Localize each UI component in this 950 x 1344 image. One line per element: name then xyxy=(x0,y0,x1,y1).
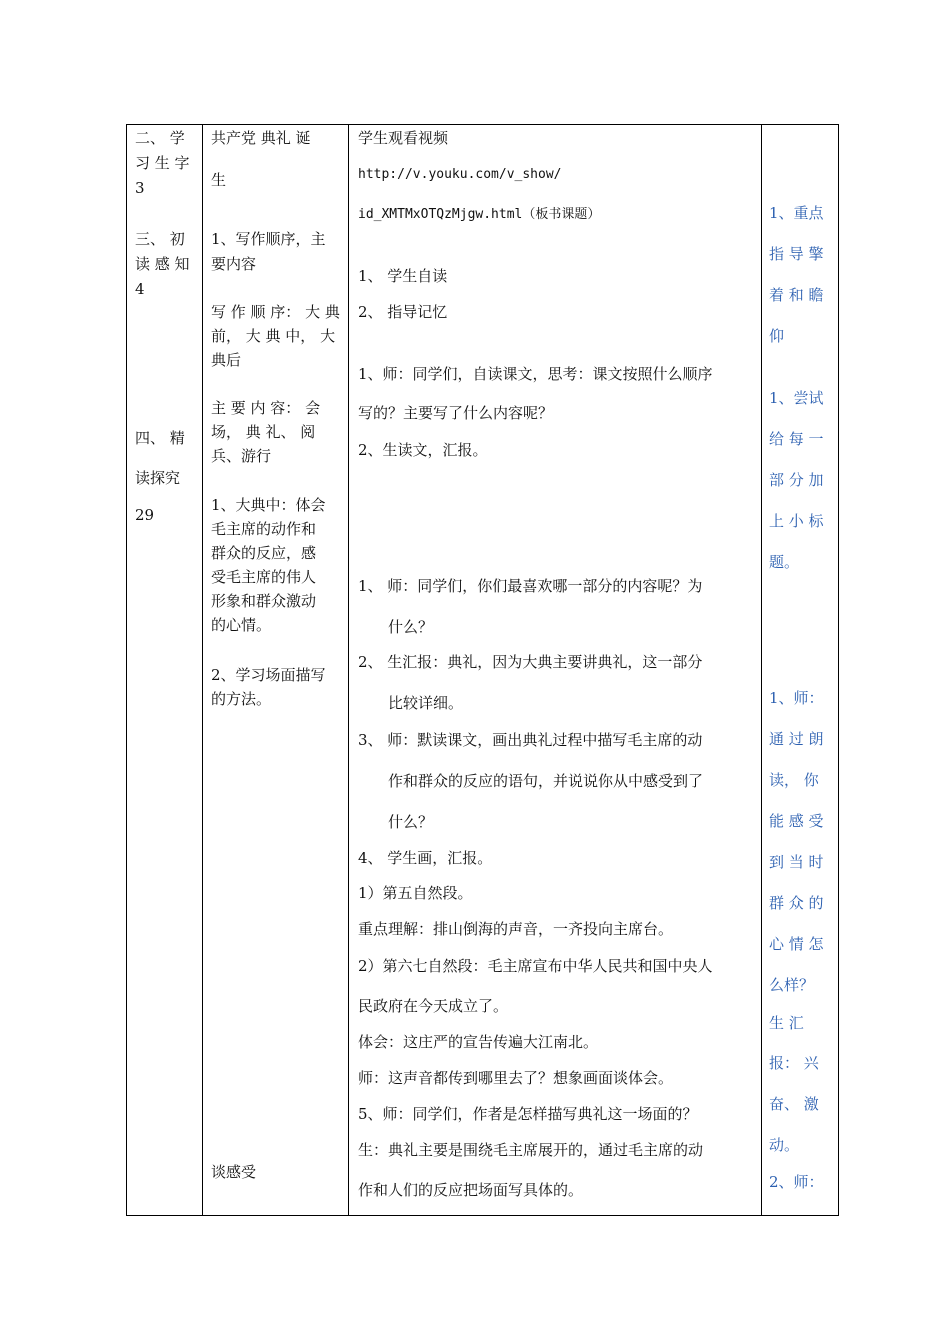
content-line: 要内容 xyxy=(211,255,257,273)
activity-line: 生：典礼主要是围绕毛主席展开的，通过毛主席的动 xyxy=(358,1141,704,1159)
step-4-minutes: 29 xyxy=(135,506,155,524)
activity-line: 1）第五自然段。 xyxy=(358,884,473,902)
annotation-line: 到 当 时 xyxy=(769,853,824,871)
annotation-line: 着 和 瞻 xyxy=(769,286,824,304)
annotation-line: 给 每 一 xyxy=(769,430,824,448)
column-divider-1 xyxy=(202,125,203,1215)
content-line: 共产党 典礼 诞 xyxy=(211,129,311,147)
content-line: 群众的反应，感 xyxy=(211,544,317,562)
annotation-line: 1、尝试 xyxy=(769,389,824,407)
annotation-line: 仰 xyxy=(769,327,785,345)
annotation-line: 1、重点 xyxy=(769,204,824,222)
annotation-line: 通 过 朗 xyxy=(769,730,824,748)
activity-line: 2）第六七自然段：毛主席宣布中华人民共和国中央人 xyxy=(358,957,713,975)
activity-line: 作和群众的反应的语句，并说说你从中感受到了 xyxy=(388,772,704,790)
content-line: 1、写作顺序，主 xyxy=(211,230,326,248)
annotation-line: 题。 xyxy=(769,553,800,571)
annotation-line: 动。 xyxy=(769,1136,800,1154)
content-line: 兵、游行 xyxy=(211,447,272,465)
activity-line: 学生观看视频 xyxy=(358,129,449,147)
activity-line: 2、 指导记忆 xyxy=(358,303,448,321)
content-line: 受毛主席的伟人 xyxy=(211,568,317,586)
step-3-minutes: 4 xyxy=(135,280,145,298)
activity-line: 作和人们的反应把场面写具体的。 xyxy=(358,1181,584,1199)
annotation-line: 心 情 怎 xyxy=(769,935,824,953)
annotation-line: 部 分 加 xyxy=(769,471,824,489)
activity-line: 1、师：同学们，自读课文，思考：课文按照什么顺序 xyxy=(358,365,713,383)
activity-line: 什么？ xyxy=(388,813,434,831)
activity-line: 4、 学生画，汇报。 xyxy=(358,849,493,867)
content-line: 前， 大 典 中， 大 xyxy=(211,327,336,345)
activity-line: 体会：这庄严的宣告传遍大江南北。 xyxy=(358,1033,599,1051)
step-4-line-2: 读探究 xyxy=(135,469,181,487)
content-line: 写 作 顺 序： 大 典 xyxy=(211,303,340,321)
video-link-line-2[interactable]: id_XMTMxOTQzMjgw.html（板书课题） xyxy=(358,207,601,222)
content-line: 1、大典中：体会 xyxy=(211,496,326,514)
step-3-line-1: 三、 初 xyxy=(135,230,185,248)
activity-line: 师：这声音都传到哪里去了？想象画面谈体会。 xyxy=(358,1069,674,1087)
annotation-line: 上 小 标 xyxy=(769,512,824,530)
video-link-line-1[interactable]: http://v.youku.com/v_show/ xyxy=(358,167,562,182)
content-line: 2、学习场面描写 xyxy=(211,666,326,684)
step-2-line-2: 习 生 字 xyxy=(135,154,190,172)
content-line: 典后 xyxy=(211,351,242,369)
content-line: 毛主席的动作和 xyxy=(211,520,317,538)
annotation-line: 1、师： xyxy=(769,689,824,707)
annotation-line: 生 汇 xyxy=(769,1014,804,1032)
annotation-line: 能 感 受 xyxy=(769,812,824,830)
annotation-line: 读， 你 xyxy=(769,771,819,789)
activity-line: 2、生读文，汇报。 xyxy=(358,441,488,459)
content-line: 主 要 内 容： 会 xyxy=(211,399,321,417)
content-line: 的心情。 xyxy=(211,616,272,634)
step-2-minutes: 3 xyxy=(135,179,145,197)
column-divider-2 xyxy=(348,125,349,1215)
activity-line: 民政府在今天成立了。 xyxy=(358,997,509,1015)
activity-line: 2、 生汇报：典礼，因为大典主要讲典礼，这一部分 xyxy=(358,653,703,671)
annotation-line: 报： 兴 xyxy=(769,1054,819,1072)
activity-line: 写的？主要写了什么内容呢？ xyxy=(358,404,554,422)
content-line: 形象和群众激动 xyxy=(211,592,317,610)
content-line: 的方法。 xyxy=(211,690,272,708)
annotation-line: 2、师： xyxy=(769,1173,824,1191)
content-line: 场， 典 礼、 阅 xyxy=(211,423,316,441)
activity-line: 什么？ xyxy=(388,618,434,636)
activity-line: 5、师：同学们，作者是怎样描写典礼这一场面的？ xyxy=(358,1105,698,1123)
annotation-line: 奋、 激 xyxy=(769,1095,819,1113)
activity-line: 比较详细。 xyxy=(388,694,464,712)
step-4-line-1: 四、 精 xyxy=(135,429,185,447)
step-3-line-2: 读 感 知 xyxy=(135,255,190,273)
annotation-line: 群 众 的 xyxy=(769,894,824,912)
column-divider-3 xyxy=(761,125,762,1215)
annotation-line: 指 导 擎 xyxy=(769,245,824,263)
content-line: 谈感受 xyxy=(211,1163,257,1181)
content-line: 生 xyxy=(211,171,227,189)
activity-line: 重点理解：排山倒海的声音，一齐投向主席台。 xyxy=(358,920,674,938)
activity-line: 1、 师：同学们，你们最喜欢哪一部分的内容呢？为 xyxy=(358,577,703,595)
activity-line: 1、 学生自读 xyxy=(358,267,448,285)
annotation-line: 么样？ xyxy=(769,976,815,994)
activity-line: 3、 师：默读课文，画出典礼过程中描写毛主席的动 xyxy=(358,731,703,749)
step-2-line-1: 二、 学 xyxy=(135,129,185,147)
